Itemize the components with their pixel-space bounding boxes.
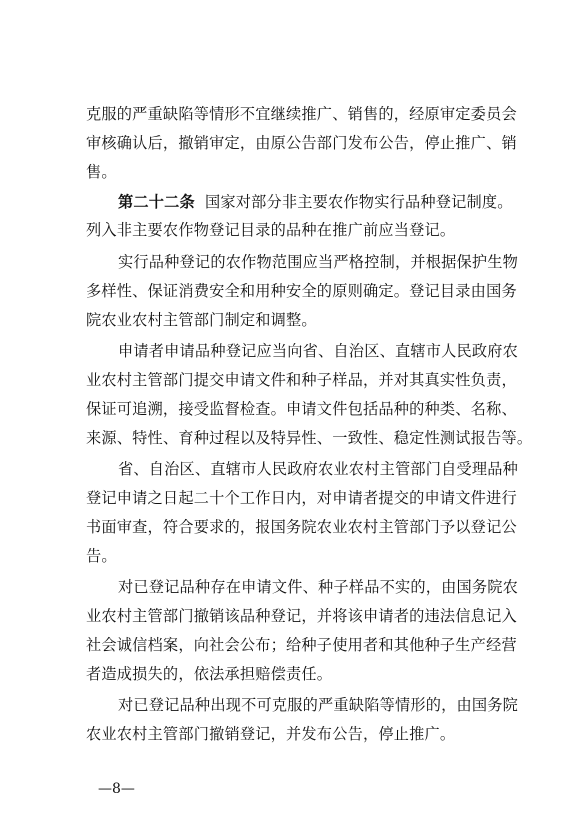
- paragraph-line: 登记申请之日起二十个工作日内，对申请者提交的申请文件进行: [86, 489, 517, 507]
- paragraph-line: 售。: [86, 163, 117, 181]
- article-text: 国家对部分非主要农作物实行品种登记制度。: [204, 193, 513, 211]
- paragraph-line: 对已登记品种出现不可克服的严重缺陷等情形的，由国务院: [118, 696, 519, 714]
- paragraph-line: 告。: [86, 547, 117, 565]
- paragraph-line: 实行品种登记的农作物范围应当严格控制，并根据保护生物: [118, 253, 519, 271]
- page-number: —8—: [98, 781, 135, 797]
- paragraph-line: 申请者申请品种登记应当向省、自治区、直辖市人民政府农: [118, 342, 519, 360]
- article-22-line: [118, 188, 513, 216]
- paragraph-line: 保证可追溯，接受监督检查。申请文件包括品种的种类、名称、: [86, 400, 517, 418]
- paragraph-line: 来源、特性、育种过程以及特异性、一致性、稳定性测试报告等。: [86, 429, 533, 447]
- paragraph-line: 者造成损失的，依法承担赔偿责任。: [86, 665, 333, 683]
- paragraph-line: 省、自治区、直辖市人民政府农业农村主管部门自受理品种: [118, 460, 519, 478]
- paragraph-line: 业农村主管部门撤销该品种登记，并将该申请者的违法信息记入: [86, 607, 517, 625]
- paragraph-line: 农业农村主管部门撤销登记，并发布公告，停止推广。: [86, 725, 456, 743]
- paragraph-line: 多样性、保证消费安全和用种安全的原则确定。登记目录由国务: [86, 282, 517, 300]
- paragraph-line: 院农业农村主管部门制定和调整。: [86, 311, 317, 329]
- paragraph-line: 业农村主管部门提交申请文件和种子样品，并对其真实性负责，: [86, 371, 517, 389]
- paragraph-line: 社会诚信档案，向社会公布；给种子使用者和其他种子生产经营: [86, 636, 517, 654]
- paragraph-line: 克服的严重缺陷等情形不宜继续推广、销售的，经原审定委员会: [86, 105, 517, 123]
- paragraph-line: 审核确认后，撤销审定，由原公告部门发布公告，停止推广、销: [86, 134, 517, 152]
- paragraph-line: 书面审查，符合要求的，报国务院农业农村主管部门予以登记公: [86, 518, 517, 536]
- paragraph-line: 对已登记品种存在申请文件、种子样品不实的，由国务院农: [118, 578, 519, 596]
- article-number: 第二十二条: [118, 193, 195, 211]
- paragraph-line: 列入非主要农作物登记目录的品种在推广前应当登记。: [86, 221, 456, 239]
